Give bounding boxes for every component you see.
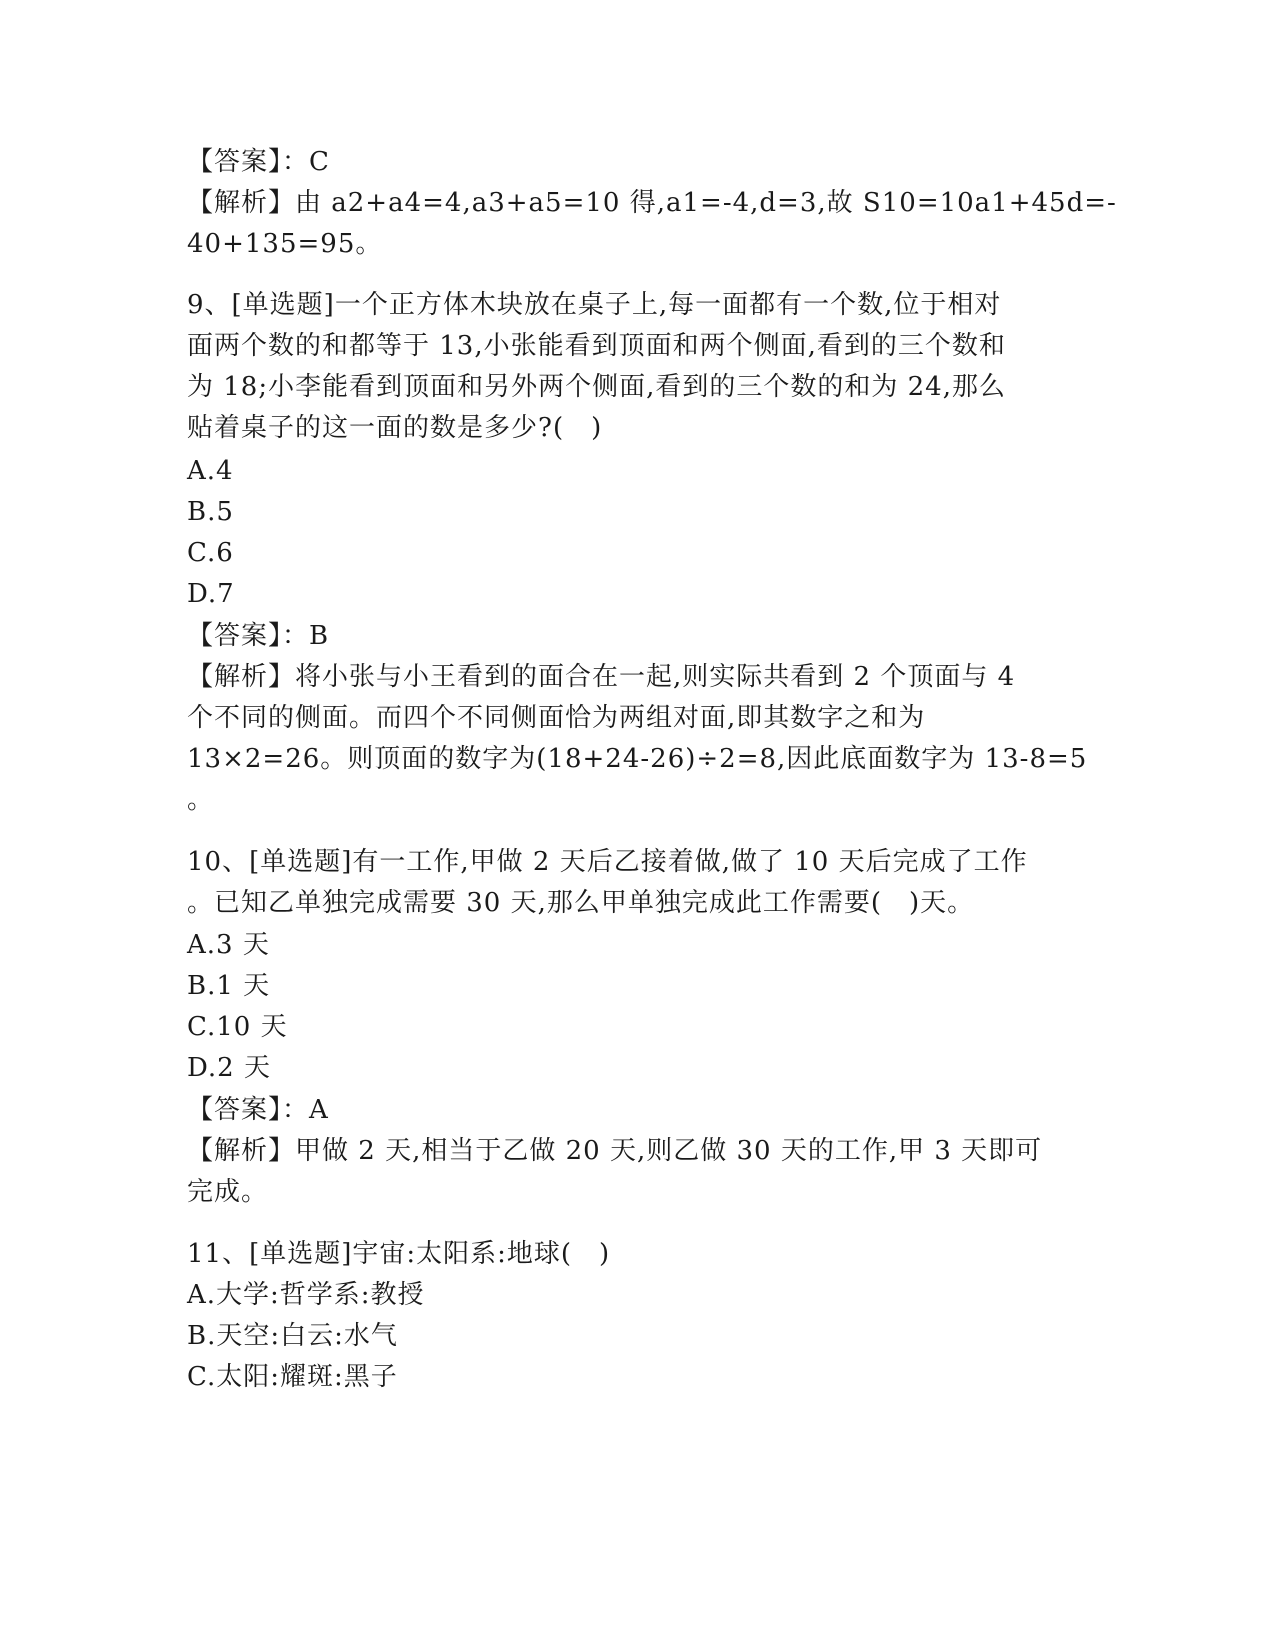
q9-stem-line-2: 面两个数的和都等于 13,小张能看到顶面和两个侧面,看到的三个数和 (187, 331, 1006, 361)
q10-option-c: C.10 天 (187, 1012, 288, 1042)
q8-analysis-line-2: 40+135=95。 (187, 229, 383, 259)
q10-stem-line-1: 10、[单选题]有一工作,甲做 2 天后乙接着做,做了 10 天后完成了工作 (187, 847, 1028, 877)
q11-stem-line-1: 11、[单选题]宇宙:太阳系:地球( ) (187, 1239, 611, 1269)
q9-stem-line-3: 为 18;小李能看到顶面和另外两个侧面,看到的三个数的和为 24,那么 (187, 372, 1006, 402)
q9-analysis-line-2: 个不同的侧面。而四个不同侧面恰为两组对面,即其数字之和为 (187, 703, 926, 733)
q11-option-c: C.太阳:耀斑:黑子 (187, 1362, 398, 1392)
q9-option-d: D.7 (187, 579, 235, 609)
q9-option-b: B.5 (187, 497, 234, 527)
q9-analysis-line-4: 。 (187, 785, 215, 815)
q10-option-b: B.1 天 (187, 971, 271, 1001)
q11-option-b: B.天空:白云:水气 (187, 1321, 398, 1351)
q9-stem-line-4: 贴着桌子的这一面的数是多少?( ) (187, 413, 603, 443)
q11-option-a: A.大学:哲学系:教授 (187, 1280, 425, 1310)
q10-analysis-line-1: 【解析】甲做 2 天,相当于乙做 20 天,则乙做 30 天的工作,甲 3 天即可 (187, 1136, 1043, 1166)
q10-analysis-line-2: 完成。 (187, 1177, 269, 1207)
q8-answer: 【答案】：C (187, 147, 330, 177)
q10-option-a: A.3 天 (187, 930, 270, 960)
q9-analysis-line-3: 13×2=26。则顶面的数字为(18+24-26)÷2=8,因此底面数字为 13-8=5 (187, 744, 1088, 774)
q8-analysis-line-1: 【解析】由 a2+a4=4,a3+a5=10 得,a1=-4,d=3,故 S10=10a1+45d=- (187, 188, 1117, 218)
q9-answer: 【答案】：B (187, 621, 330, 651)
q10-stem-line-2: 。已知乙单独完成需要 30 天,那么甲单独完成此工作需要( )天。 (187, 888, 975, 918)
q10-option-d: D.2 天 (187, 1053, 271, 1083)
q9-analysis-line-1: 【解析】将小张与小王看到的面合在一起,则实际共看到 2 个顶面与 4 (187, 662, 1016, 692)
q9-stem-line-1: 9、[单选题]一个正方体木块放在桌子上,每一面都有一个数,位于相对 (187, 290, 1002, 320)
q9-option-a: A.4 (187, 456, 234, 486)
q10-answer: 【答案】：A (187, 1095, 329, 1125)
q9-option-c: C.6 (187, 538, 234, 568)
